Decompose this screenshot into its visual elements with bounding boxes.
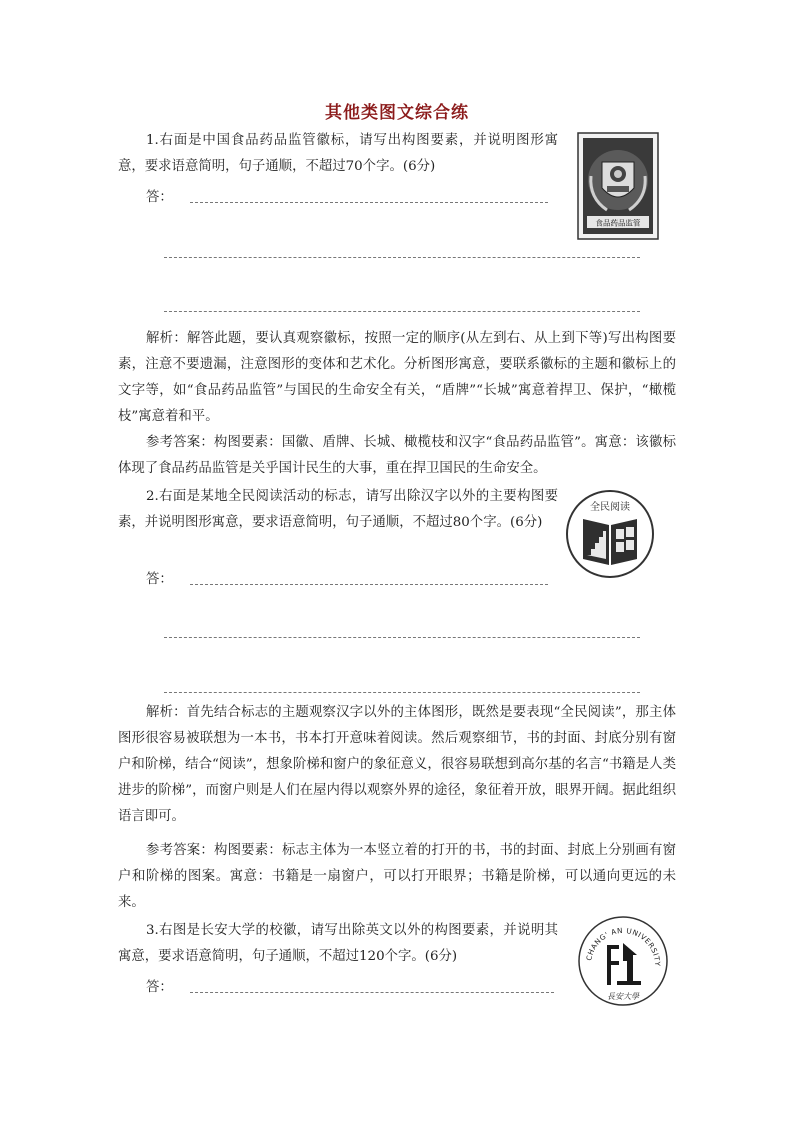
answer-line (164, 692, 640, 693)
answer-label-3: 答： (146, 980, 173, 995)
question-1: 1.右面是中国食品药品监管徽标，请写出构图要素，并说明图形寓意，要求语意简明，句子通顺，不超过70个字。(6分) (118, 133, 558, 174)
answer-line (190, 992, 554, 993)
reading-emblem-image (565, 489, 655, 579)
university-emblem-image (577, 915, 669, 1007)
emblem-chinese-text: 長安大學 (607, 992, 639, 1001)
answer-line (190, 584, 548, 585)
reference-answer-1: 参考答案：构图要素：国徽、盾牌、长城、橄榄枝和汉字“食品药品监管”。寓意：该徽标体现了食品药品监管是关乎国计民生的大事，重在捍卫国民的生命安全。 (118, 435, 676, 476)
answer-label-1: 答： (146, 190, 173, 205)
analysis-2: 解析：首先结合标志的主题观察汉字以外的主体图形，既然是要表现“全民阅读”，那主体图形很容易被联想为一本书，书本打开意味着阅读。然后观察细节，书的封面、封底分别有窗户和阶梯，结合“阅读”，想象阶梯和窗户的象征意义，很容易联想到高尔基的名言“书籍是人类进步的阶梯”，而窗户则是人们在屋内得以观察外界的途径，象征着开放，眼界开阔。据此组织语言即可。 (118, 705, 676, 824)
reference-answer-2: 参考答案：构图要素：标志主体为一本竖立着的打开的书，书的封面、封底上分别画有窗户和阶梯的图案。寓意：书籍是一扇窗户，可以打开眼界；书籍是阶梯，可以通向更远的未来。 (118, 843, 676, 910)
emblem-english-text: CHANG' AN UNIVERSITY (584, 925, 663, 967)
answer-line (164, 637, 640, 638)
answer-label-2: 答： (146, 572, 173, 587)
page-title: 其他类图文综合练 (325, 103, 469, 123)
question-3: 3.右图是长安大学的校徽，请写出除英文以外的构图要素，并说明其寓意，要求语意简明，句子通顺，不超过120个字。(6分) (118, 923, 558, 964)
food-drug-emblem-image (577, 132, 659, 240)
emblem-caption: 食品药品监管 (595, 218, 641, 228)
emblem-caption: 全民阅读 (590, 502, 630, 513)
answer-line (190, 202, 548, 203)
answer-line (164, 257, 640, 258)
analysis-1: 解析：解答此题，要认真观察徽标，按照一定的顺序(从左到右、从上到下等)写出构图要素，注意不要遗漏，注意图形的变体和艺术化。分析图形寓意，要联系徽标的主题和徽标上的文字等，如“食品药品监管”与国民的生命安全有关，“盾牌”“长城”寓意着捍卫、保护，“橄榄枝”寓意着和平。 (118, 331, 676, 424)
question-2: 2.右面是某地全民阅读活动的标志，请写出除汉字以外的主要构图要素，并说明图形寓意，要求语意简明，句子通顺，不超过80个字。(6分) (118, 489, 558, 530)
answer-line (164, 311, 640, 312)
